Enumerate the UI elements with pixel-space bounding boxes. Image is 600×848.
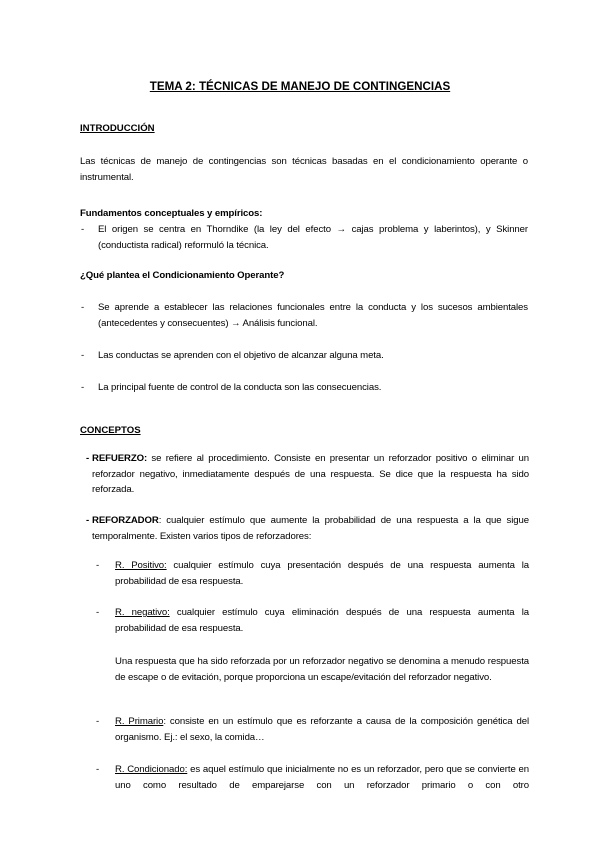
bullet-marker: - (81, 302, 85, 313)
page-title: TEMA 2: TÉCNICAS DE MANEJO DE CONTINGENCIAS (149, 80, 451, 93)
type-text: : consiste en un estímulo que es reforzante a causa de la composición genética del organismo. Ej.: el sexo, la comida… (115, 716, 529, 743)
reforzador-text: : cualquier estímulo que aumente la probabilidad de una respuesta a la que sigue temporalmente. Existen varios tipos de reforzadores: (92, 515, 529, 542)
bullet-marker: - (81, 224, 85, 235)
reforzador-definition (92, 513, 529, 544)
type-term: R. Positivo: (115, 560, 167, 571)
reforzador-term: REFORZADOR (92, 515, 159, 526)
list-item: Las conductas se aprenden con el objetivo de alcanzar alguna meta. (98, 350, 384, 361)
bullet-marker: - (96, 764, 100, 775)
reforzador-type-item (115, 762, 529, 793)
type-text: es aquel estímulo que inicialmente no es un reforzador, pero que se convierte en uno como resultado de emparejarse con un reforzador primario o con otro (115, 764, 529, 791)
fundamentos-item: El origen se centra en Thorndike (la ley del efecto → cajas problema y laberintos), y Skinner (conductista radical) reformuló la técnica. (98, 224, 528, 251)
bullet-marker: - (81, 382, 85, 393)
bullet-marker: - (96, 716, 100, 727)
type-term: R. Condicionado: (115, 764, 188, 775)
bullet-marker: - (81, 350, 85, 361)
fundamentos-heading: Fundamentos conceptuales y empíricos: (80, 208, 263, 219)
bullet-marker: - (86, 453, 90, 464)
reforzador-type-item (115, 714, 529, 745)
bullet-marker: - (96, 560, 100, 571)
bullet-marker: - (86, 515, 90, 526)
list-item: La principal fuente de control de la conducta son las consecuencias. (98, 382, 382, 393)
intro-heading: INTRODUCCIÓN (80, 123, 155, 134)
refuerzo-text: se refiere al procedimiento. Consiste en presentar un reforzador positivo o eliminar un reforzador negativo, inmediatamente después de una respuesta. Se dice que la respuesta ha sido reforzada. (92, 453, 529, 495)
type-text: cualquier estímulo cuya presentación después de una respuesta aumenta la probabilidad de esa respuesta. (115, 560, 529, 587)
bullet-marker: - (96, 607, 100, 618)
list-item: Se aprende a establecer las relaciones funcionales entre la conducta y los sucesos ambientales (antecedentes y consecuentes) → Análisis funcional. (98, 302, 528, 329)
conceptos-heading: CONCEPTOS (80, 425, 141, 436)
refuerzo-definition (92, 451, 529, 498)
type-term: R. negativo: (115, 607, 170, 618)
negativo-note: Una respuesta que ha sido reforzada por un reforzador negativo se denomina a menudo respuesta de escape o de evitación, porque proporciona un escape/evitación del reforzador negativo. (115, 656, 529, 683)
reforzador-type-item (115, 605, 529, 636)
condicionamiento-question: ¿Qué plantea el Condicionamiento Operante? (80, 270, 285, 281)
refuerzo-term: REFUERZO: (92, 453, 148, 464)
intro-paragraph: Las técnicas de manejo de contingencias son técnicas basadas en el condicionamiento operante o instrumental. (80, 156, 528, 183)
type-term: R. Primario (115, 716, 164, 727)
type-text: cualquier estímulo cuya eliminación después de una respuesta aumenta la probabilidad de esa respuesta. (115, 607, 529, 634)
reforzador-type-item (115, 558, 529, 589)
